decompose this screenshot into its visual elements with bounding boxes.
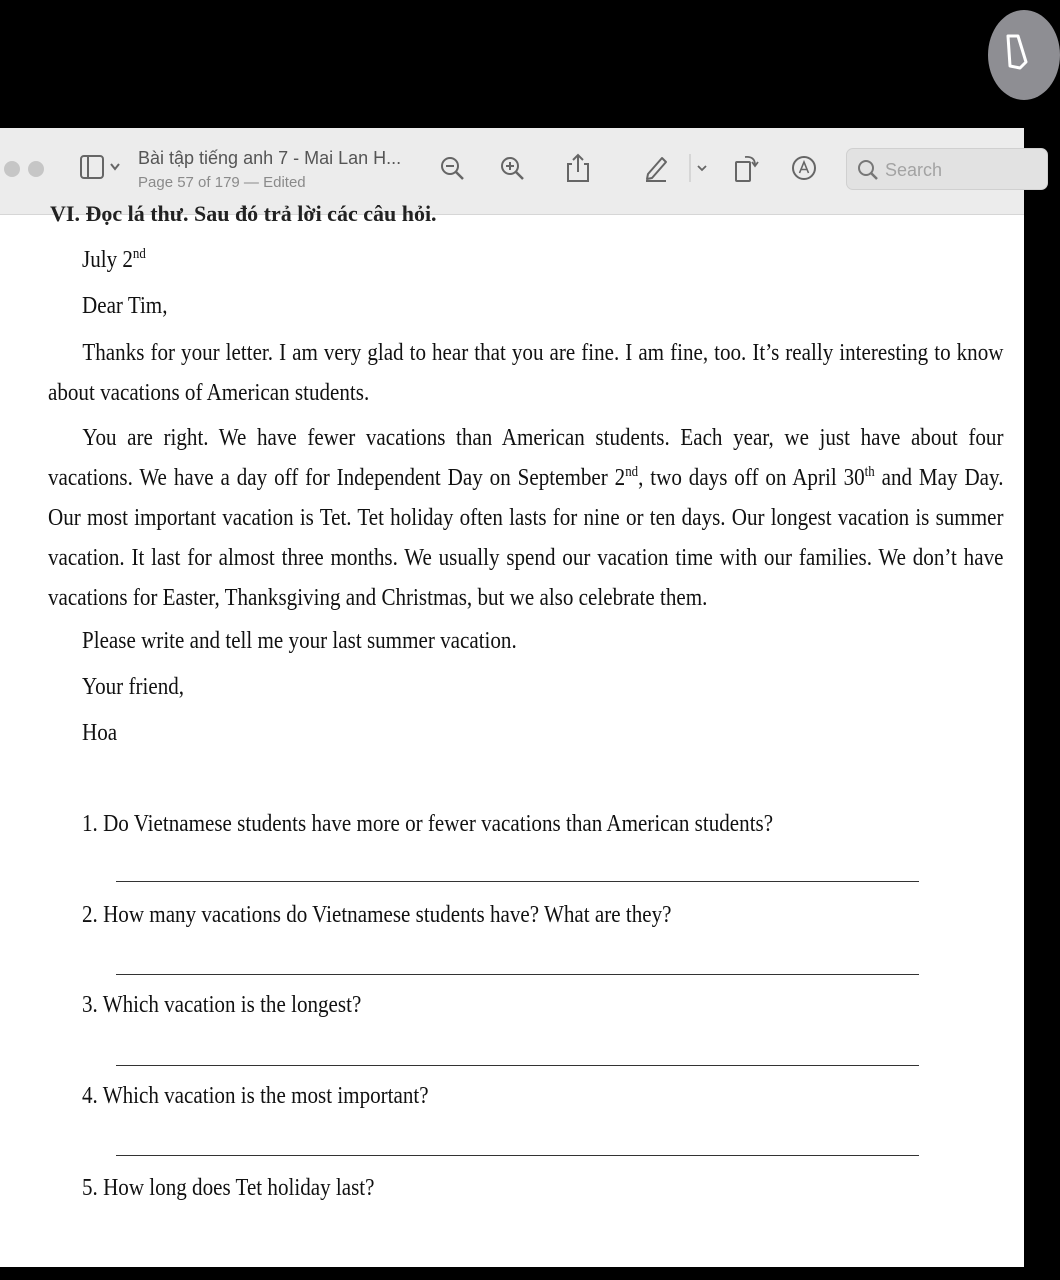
document-page [0,201,1024,1267]
sidebar-toggle-button[interactable] [78,150,126,186]
letter-date: July 2nd [82,246,146,273]
rotate-button[interactable] [728,150,764,186]
letter-closing: Your friend, [82,673,185,700]
document-title: Bài tập tiếng anh 7 - Mai Lan H... [138,148,402,168]
zoom-in-icon [498,154,526,182]
letter-paragraph-1: Thanks for your letter. I am very glad to hear that you are fine. I am fine, too. It’s really interesting to know about vacations of American students. [48,339,1004,406]
question-3: 3. Which vacation is the longest? [82,991,362,1018]
highlight-button[interactable] [786,150,822,186]
screen-top-black-area [0,0,1024,128]
screen-bottom-black-area [0,1267,1024,1280]
page-indicator: Page 57 of 179 — Edited [138,174,306,191]
markup-dropdown-button[interactable] [690,150,714,186]
sidebar-icon [79,153,125,183]
share-button[interactable] [560,150,596,186]
markup-button[interactable] [638,150,674,186]
phone-icon [1002,32,1032,72]
answer-line-4[interactable] [116,1155,919,1156]
share-icon [564,152,592,184]
letter-salutation: Dear Tim, [82,292,168,319]
search-icon [857,159,879,181]
chevron-down-icon [695,163,709,173]
exercise-heading: VI. Đọc lá thư. Sau đó trả lời các câu hỏi. [50,201,437,226]
search-input[interactable] [883,157,1037,183]
letter-paragraph-3: Please write and tell me your last summer vacation. [82,627,517,654]
question-1: 1. Do Vietnamese students have more or fewer vacations than American students? [82,810,774,837]
question-4: 4. Which vacation is the most important? [82,1082,429,1109]
rotate-icon [731,152,761,184]
question-2: 2. How many vacations do Vietnamese students have? What are they? [82,901,672,928]
markup-circle-icon [790,154,818,182]
window-close-button[interactable] [4,161,20,177]
letter-signature: Hoa [82,719,118,746]
answer-line-1[interactable] [116,881,919,882]
zoom-out-icon [438,154,466,182]
zoom-out-button[interactable] [434,150,470,186]
assistive-touch-button[interactable] [988,10,1060,100]
zoom-in-button[interactable] [494,150,530,186]
letter-paragraph-2: You are right. We have fewer vacations than American students. Each year, we just have about four vacations. We have a day off for Independent Day on September 2nd, two days off on April 30th and May Day. Our most important vacation is Tet. Tet holiday often lasts for nine or ten days. Our longest vacation is summer vacation. It last for almost three months. We usually spend our vacation time with our families. We don’t have vacations for Easter, Thanksgiving and Christmas, but we also celebrate them. [48,424,1004,611]
pen-icon [642,153,670,183]
answer-line-2[interactable] [116,974,919,975]
answer-line-3[interactable] [116,1065,919,1066]
question-5: 5. How long does Tet holiday last? [82,1174,375,1201]
window-minimize-button[interactable] [28,161,44,177]
search-field[interactable] [846,148,1048,190]
